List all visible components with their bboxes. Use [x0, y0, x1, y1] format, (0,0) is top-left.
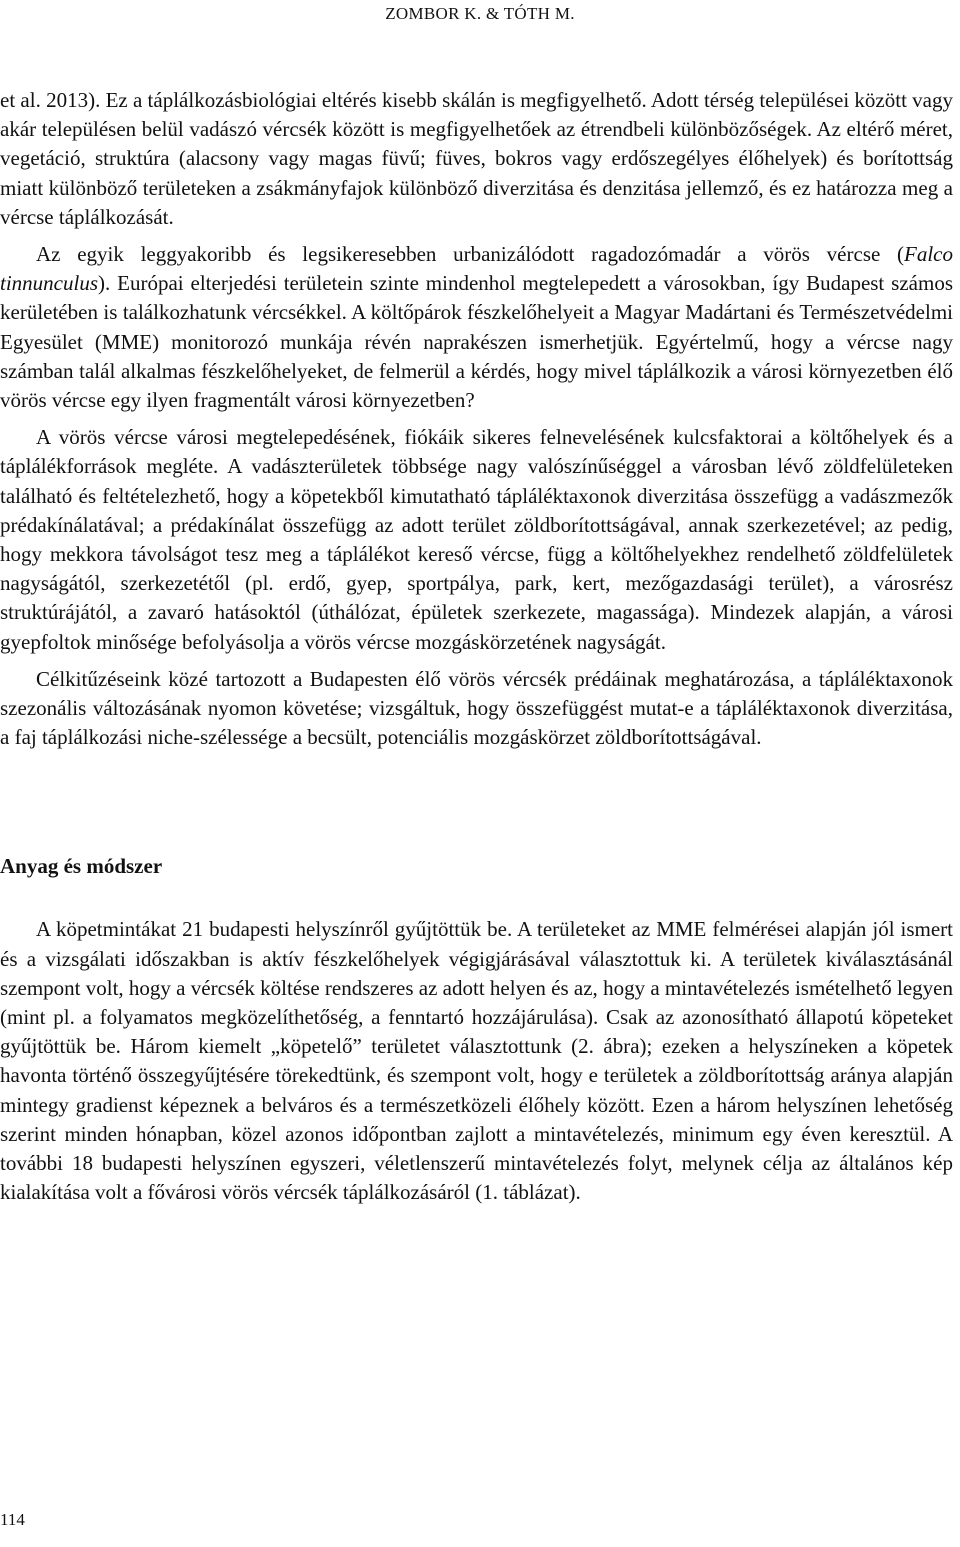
paragraph-kestrel-urban [0, 240, 953, 415]
author1-suffix: K. & [459, 4, 504, 23]
author2-name-rest: ÓTH [514, 4, 551, 23]
running-header [0, 4, 960, 24]
species-name-italic: Falco tinnunculus [0, 242, 953, 296]
section-heading-methods: Anyag és módszer [0, 854, 163, 879]
paragraph-2-text-a: Az egyik leggyakoribb és legsikeresebben urbanizálódott ragadozómadár a vörös vércse ( [36, 242, 905, 267]
author2-initial: T [503, 4, 515, 23]
paragraph-key-factors: A vörös vércse városi megtelepedésének, fiókáik sikeres felnevelésének kulcsfaktorai a költőhelyek és a táplálékforrások megléte. A vadászterületek többsége nagy valószínűséggel a városban lévő zöldfelületeken található és feltételezhető, hogy a köpetekből kimutatható tápláléktaxonok diverzitása összefügg a vadászmezők prédakínálatával; a prédakínálat összefügg az adott terület zöldborítottságával, annak szerkezetével; az pedig, hogy mekkora távolságot tesz meg a táplálékot kereső vércse, függ a költőhelyekhez rendelhető zöldfelületek nagyságától, szerkezetétől (pl. erdő, gyep, sportpálya, park, kert, mezőgazdasági terület), a városrész struktúrájától, a zavaró hatásoktól (úthálózat, épületek szerkezete, magassága). Mindezek alapján, a városi gyepfoltok minősége befolyásolja a vörös vércse mozgáskörzetének nagyságát. [0, 425, 953, 654]
page-number: 114 [0, 1510, 25, 1529]
author1-initial: Z [385, 4, 396, 23]
paragraph-objectives: Célkitűzéseink közé tartozott a Budapesten élő vörös vércsék prédáinak meghatározása, a tápláléktaxonok szezonális változásának nyomon követése; vizsgáltuk, hogy összefüggést mutat-e a tápláléktaxonok diverzitása, a faj táplálkozási niche-szélessége a becsült, potenciális mozgáskörzet zöldborítottságával. [0, 666, 953, 750]
author1-name-rest: OMBOR [395, 4, 460, 23]
author2-suffix: M. [550, 4, 575, 23]
article-body [0, 86, 953, 1208]
paragraph-methods: A köpetmintákat 21 budapesti helyszínről gyűjtöttük be. A területeket az MME felmérései alapján jól ismert és a vizsgálati időszakban is aktív fészkelőhelyek végigjárásával választottuk ki. A területek kiválasztásánál szempont volt, hogy a vércsék költése rendszeres az adott helyen és az, hogy a mintavételezés ismételhető legyen (mint pl. a folyamatos megközelíthetőség, a fenntartó hozzájárulása). Csak az azonosítható állapotú köpeteket gyűjtöttük be. Három kiemelt „köpetelő” területet választottunk (2. ábra); ezeken a helyszíneken a köpetek havonta történő összegyűjtésére törekedtünk, és szempont volt, hogy e területek a zöldborítottság aránya alapján mintegy gradienst képeznek a belváros és a természetközeli élőhely között. Ezen a három helyszínen lehetőség szerint minden hónapban, közel azonos időpontban zajlott a mintavételezés, minimum egy éven keresztül. A további 18 budapesti helyszínen egyszeri, véletlenszerű mintavételezés folyt, melynek célja az általános kép kialakítása volt a fővárosi vörös vércsék táplálkozásáról (1. táblázat). [0, 917, 953, 1205]
paragraph-2-text-b: ). Európai elterjedési területein szinte mindenhol megtelepedett a városokban, így Budapest számos kerületében is találkozhatunk vércsékkel. A költőpárok fészkelőhelyeit a Magyar Madártani és Természetvédelmi Egyesület (MME) monitorozó munkája révén naprakészen ismerhetjük. Egyértelmű, hogy a vércse nagy számban talál alkalmas fészkelőhelyeket, de felmerül a kérdés, hogy mivel táplálkozik a városi környezetben élő vörös vércse egy ilyen fragmentált városi környezetben? [0, 271, 953, 413]
paragraph-intro-continuation: et al. 2013). Ez a táplálkozásbiológiai eltérés kisebb skálán is megfigyelhető. Adott térség települései között vagy akár településen belül vadászó vércsék között is megfigyelhetőek az étrendbeli különbözőségek. Az eltérő méret, vegetáció, struktúra (alacsony vagy magas füvű; füves, bokros vagy erdőszegélyes élőhelyek) és borítottság miatt különböző területeken a zsákmányfajok különböző diverzitása és denzitása jellemző, és ez határozza meg a vércse táplálkozását. [0, 88, 953, 229]
